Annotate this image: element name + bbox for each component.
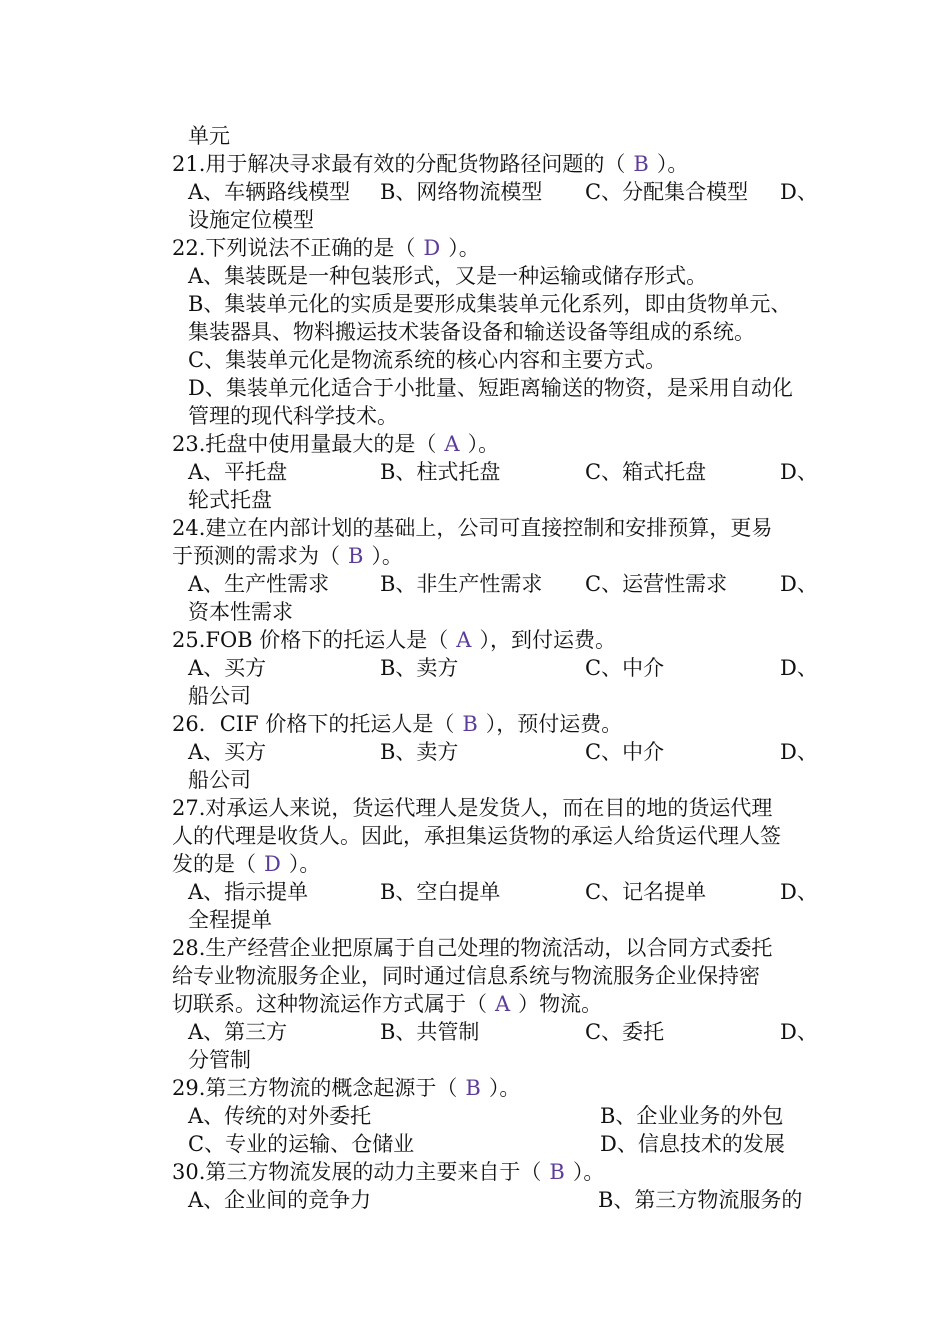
question-text: ），到付运费。 <box>479 628 616 652</box>
option-b: B、柱式托盘 <box>380 460 501 484</box>
question-text: 21.用于解决寻求最有效的分配货物路径问题的（ <box>172 152 626 176</box>
question-21 <box>172 150 688 178</box>
option-d-cont: 管理的现代科学技术。 <box>188 404 398 428</box>
option-c: C、分配集合模型 <box>585 180 749 204</box>
question-text: ）。 <box>448 236 480 260</box>
option-b: B、网络物流模型 <box>380 180 543 204</box>
option-a: A、第三方 <box>188 1020 288 1044</box>
option-b: B、第三方物流服务的 <box>598 1188 803 1212</box>
question-text: ）。 <box>656 152 689 176</box>
question-text: 于预测的需求为（ <box>172 544 340 568</box>
option-a: A、买方 <box>188 656 267 680</box>
option-b: B、集装单元化的实质是要形成集装单元化系列，即由货物单元、 <box>188 292 792 316</box>
question-text: ）。 <box>371 544 403 568</box>
option-b: B、共管制 <box>380 1020 480 1044</box>
question-30 <box>172 1158 604 1186</box>
option-c: C、专业的运输、仓储业 <box>188 1132 415 1156</box>
answer-mark: B <box>549 1160 565 1184</box>
option-b: B、空白提单 <box>380 880 501 904</box>
option-a: A、买方 <box>188 740 267 764</box>
question-text: ）物流。 <box>518 992 603 1016</box>
answer-mark: A <box>456 628 472 652</box>
option-b: B、卖方 <box>380 656 459 680</box>
answer-mark: A <box>444 432 460 456</box>
option-b-cont: 集装器具、物料搬运技术装备设备和输送设备等组成的系统。 <box>188 320 755 344</box>
option-d-text: 船公司 <box>188 684 251 708</box>
option-d: D、 <box>780 656 818 680</box>
option-a: A、企业间的竞争力 <box>188 1188 372 1212</box>
question-text: 22.下列说法不正确的是（ <box>172 236 416 260</box>
option-d: D、集装单元化适合于小批量、短距离输送的物资，是采用自动化 <box>188 376 793 400</box>
question-text: ）。 <box>288 852 321 876</box>
answer-mark: A <box>495 992 511 1016</box>
option-d-text: 设施定位模型 <box>188 208 314 232</box>
option-d: D、 <box>780 740 818 764</box>
question-text: ）。 <box>572 1160 605 1184</box>
question-text: 25.FOB 价格下的托运人是（ <box>172 628 449 652</box>
answer-mark: D <box>264 852 281 876</box>
option-c: C、委托 <box>585 1020 665 1044</box>
option-c: C、记名提单 <box>585 880 707 904</box>
option-c: C、中介 <box>585 740 665 764</box>
option-d-text: 船公司 <box>188 768 251 792</box>
option-d: D、 <box>780 1020 818 1044</box>
option-d-text: 资本性需求 <box>188 600 293 624</box>
question-text: 切联系。这种物流运作方式属于（ <box>172 992 487 1016</box>
option-d: D、 <box>780 460 818 484</box>
question-text: 发的是（ <box>172 852 256 876</box>
answer-mark: D <box>423 236 441 260</box>
question-27-cont <box>172 850 320 878</box>
option-a: A、指示提单 <box>188 880 309 904</box>
question-27: 27.对承运人来说，货运代理人是发货人，而在目的地的货运代理 <box>172 796 773 820</box>
option-b: B、企业业务的外包 <box>600 1104 784 1128</box>
question-28: 28.生产经营企业把原属于自己处理的物流活动，以合同方式委托 <box>172 936 773 960</box>
question-text: 29.第三方物流的概念起源于（ <box>172 1076 458 1100</box>
question-29 <box>172 1074 520 1102</box>
option-c: C、箱式托盘 <box>585 460 707 484</box>
question-28-cont <box>172 990 602 1018</box>
option-a: A、传统的对外委托 <box>188 1104 372 1128</box>
option-d-text: 分管制 <box>188 1048 251 1072</box>
question-text: 23.托盘中使用量最大的是（ <box>172 432 437 456</box>
question-22 <box>172 234 480 262</box>
option-c: C、集装单元化是物流系统的核心内容和主要方式。 <box>188 348 667 372</box>
answer-mark: B <box>633 152 649 176</box>
question-24: 24.建立在内部计划的基础上，公司可直接控制和安排预算，更易 <box>172 516 773 540</box>
option-d-text: 全程提单 <box>188 908 272 932</box>
question-text: 26．CIF 价格下的托运人是（ <box>172 712 455 736</box>
question-28-cont: 给专业物流服务企业，同时通过信息系统与物流服务企业保持密 <box>172 964 760 988</box>
option-d-text: 轮式托盘 <box>188 488 272 512</box>
option-c: C、运营性需求 <box>585 572 728 596</box>
question-27-cont: 人的代理是收货人。因此，承担集运货物的承运人给货运代理人签 <box>172 824 781 848</box>
question-text: 30.第三方物流发展的动力主要来自于（ <box>172 1160 542 1184</box>
question-23 <box>172 430 499 458</box>
text-line: 单元 <box>188 124 230 148</box>
option-a: A、车辆路线模型 <box>188 180 351 204</box>
question-text: ）。 <box>488 1076 521 1100</box>
question-text: ）。 <box>467 432 500 456</box>
option-c: C、中介 <box>585 656 665 680</box>
option-d: D、 <box>780 880 818 904</box>
option-a: A、集装既是一种包装形式，又是一种运输或储存形式。 <box>188 264 708 288</box>
option-a: A、生产性需求 <box>188 572 330 596</box>
answer-mark: B <box>462 712 478 736</box>
option-d: D、信息技术的发展 <box>600 1132 785 1156</box>
question-26 <box>172 710 622 738</box>
answer-mark: B <box>465 1076 481 1100</box>
option-b: B、卖方 <box>380 740 459 764</box>
option-b: B、非生产性需求 <box>380 572 543 596</box>
answer-mark: B <box>348 544 364 568</box>
option-d: D、 <box>780 572 818 596</box>
option-d: D、 <box>780 180 818 204</box>
question-text: ），预付运费。 <box>485 712 623 736</box>
question-24-cont <box>172 542 403 570</box>
option-a: A、平托盘 <box>188 460 288 484</box>
question-25 <box>172 626 616 654</box>
